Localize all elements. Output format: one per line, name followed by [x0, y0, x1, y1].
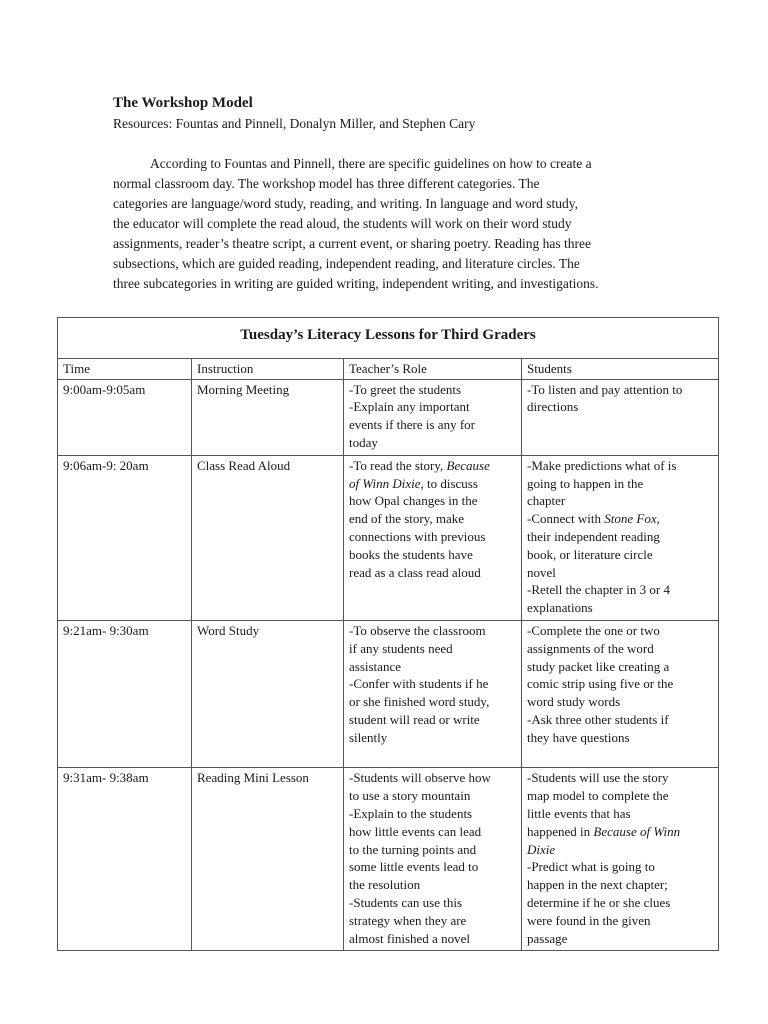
cell-line: assistance — [349, 658, 401, 674]
students-cell — [522, 379, 719, 455]
column-header-teachers-role: Teacher’s Role — [344, 358, 522, 379]
cell-line: how Opal changes in the — [349, 493, 478, 509]
cell-line: -Explain any important — [349, 399, 470, 415]
cell-line — [527, 510, 713, 528]
students-cell — [522, 768, 719, 951]
cell-line: books the students have — [349, 546, 473, 562]
cell-line: -Make predictions what of is — [527, 457, 677, 473]
cell-text: -Connect with — [527, 511, 605, 527]
cell-line — [349, 457, 516, 475]
cell-line: study packet like creating a — [527, 658, 670, 674]
intro-line: the educator will complete the read aloud, the students will work on their word study — [113, 216, 572, 231]
cell-line: were found in the given — [527, 912, 651, 928]
cell-line: some little events lead to — [349, 859, 479, 875]
book-title: Because — [446, 457, 490, 473]
cell-line: strategy when they are — [349, 912, 467, 928]
cell-line: novel — [527, 564, 556, 580]
column-header-instruction: Instruction — [192, 358, 344, 379]
students-cell — [522, 620, 719, 767]
cell-line: if any students need — [349, 640, 453, 656]
cell-line: the resolution — [349, 877, 421, 893]
cell-line: determine if he or she clues — [527, 894, 671, 910]
students-cell — [522, 455, 719, 620]
instruction-cell: Reading Mini Lesson — [192, 768, 344, 951]
teacher-role-cell — [344, 620, 522, 767]
intro-line: According to Fountas and Pinnell, there are specific guidelines on how to create a — [150, 156, 592, 171]
cell-line: -Predict what is going to — [527, 859, 655, 875]
intro-line: subsections, which are guided reading, independent reading, and literature circles. The — [113, 256, 580, 271]
cell-line: connections with previous — [349, 528, 486, 544]
cell-line: assignments of the word — [527, 640, 654, 656]
intro-line: categories are language/word study, reading, and writing. In language and word study, — [113, 196, 578, 211]
cell-line: how little events can lead — [349, 823, 482, 839]
cell-line: -Retell the chapter in 3 or 4 — [527, 582, 670, 598]
cell-line: end of the story, make — [349, 511, 465, 527]
cell-line: student will read or write — [349, 711, 480, 727]
cell-line: -Ask three other students if — [527, 711, 669, 727]
cell-text: -To read the story, — [349, 457, 447, 473]
table-title-row — [58, 318, 719, 359]
table-title: Tuesday’s Literacy Lessons for Third Graders — [58, 318, 719, 359]
book-title: Dixie — [527, 841, 556, 857]
teacher-role-cell — [344, 455, 522, 620]
time-cell: 9:06am-9: 20am — [58, 455, 192, 620]
cell-line: passage — [527, 930, 568, 946]
cell-line: or she finished word study, — [349, 694, 490, 710]
cell-line: they have questions — [527, 729, 630, 745]
cell-line: directions — [527, 399, 579, 415]
cell-line — [527, 841, 713, 859]
book-title: Because of Winn — [593, 823, 681, 839]
cell-text: to discuss — [423, 475, 478, 491]
cell-line: read as a class read aloud — [349, 564, 481, 580]
cell-line: -Students will use the story — [527, 770, 669, 786]
instruction-cell: Class Read Aloud — [192, 455, 344, 620]
cell-line: almost finished a novel — [349, 930, 470, 946]
cell-line: -Confer with students if he — [349, 676, 489, 692]
teacher-role-cell — [344, 768, 522, 951]
time-cell: 9:31am- 9:38am — [58, 768, 192, 951]
table-header-row — [58, 358, 719, 379]
cell-line: going to happen in the — [527, 475, 644, 491]
cell-line: little events that has — [527, 805, 631, 821]
intro-line: three subcategories in writing are guided writing, independent writing, and investigations. — [113, 276, 599, 291]
cell-line: events if there is any for — [349, 417, 475, 433]
table-row — [58, 379, 719, 455]
cell-line: today — [349, 434, 378, 450]
cell-line: map model to complete the — [527, 788, 669, 804]
cell-line: comic strip using five or the — [527, 676, 674, 692]
cell-line: -Students can use this — [349, 894, 463, 910]
lessons-table — [57, 317, 719, 951]
book-title: of Winn Dixie, — [349, 475, 424, 491]
cell-line — [349, 475, 516, 493]
cell-line: happen in the next chapter; — [527, 877, 668, 893]
cell-line: explanations — [527, 600, 593, 616]
cell-line: -Complete the one or two — [527, 622, 660, 638]
cell-line: -Students will observe how — [349, 770, 491, 786]
teacher-role-cell — [344, 379, 522, 455]
resources-line: Resources: Fountas and Pinnell, Donalyn Miller, and Stephen Cary — [113, 116, 476, 131]
cell-line: book, or literature circle — [527, 546, 653, 562]
intro-line: normal classroom day. The workshop model has three different categories. The — [113, 176, 540, 191]
instruction-cell: Morning Meeting — [192, 379, 344, 455]
table-row — [58, 768, 719, 951]
table-row — [58, 455, 719, 620]
cell-text: happened in — [527, 823, 594, 839]
cell-line: their independent reading — [527, 528, 660, 544]
cell-text: , — [656, 511, 660, 527]
cell-line: -To listen and pay attention to — [527, 381, 683, 397]
cell-line: -To greet the students — [349, 381, 462, 397]
column-header-students: Students — [522, 358, 719, 379]
cell-line: -To observe the classroom — [349, 622, 486, 638]
document-title: The Workshop Model — [113, 95, 253, 111]
cell-line: silently — [349, 729, 388, 745]
column-header-time: Time — [58, 358, 192, 379]
cell-line: to use a story mountain — [349, 788, 471, 804]
intro-paragraph — [113, 154, 658, 294]
cell-line: -Explain to the students — [349, 805, 473, 821]
cell-line: to the turning points and — [349, 841, 477, 857]
cell-line — [527, 823, 713, 841]
time-cell: 9:00am-9:05am — [58, 379, 192, 455]
table-row — [58, 620, 719, 767]
cell-line: word study words — [527, 694, 621, 710]
book-title: Stone Fox — [604, 511, 657, 527]
cell-line-blank — [349, 747, 516, 765]
cell-line: chapter — [527, 493, 566, 509]
intro-line: assignments, reader’s theatre script, a current event, or sharing poetry. Reading has three — [113, 236, 591, 251]
instruction-cell: Word Study — [192, 620, 344, 767]
time-cell: 9:21am- 9:30am — [58, 620, 192, 767]
